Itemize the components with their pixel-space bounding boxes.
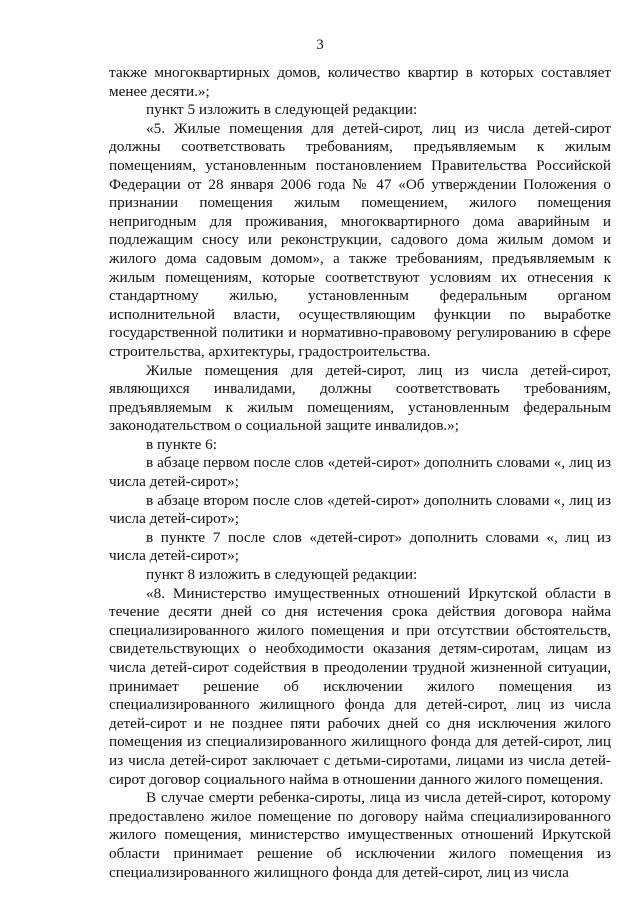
paragraph: пункт 8 изложить в следующей редакции: <box>146 566 418 584</box>
paragraph: в пункте 7 после слов «детей-сирот» дополнить словами «, лиц из числа детей-сирот»; <box>109 528 611 565</box>
paragraph: «5. Жилые помещения для детей-сирот, лиц из числа детей-сирот должны соответствовать требованиям, предъявляемым к жилым помещениям, установленным постановлением Правительства Российской Федерации от 28 января 2006 года № 47 «Об утверждении Положения о признании помещения жилым помещением, жилого помещения непригодным для проживания, многоквартирного дома аварийным и подлежащим сносу или реконструкции, садового дома жилым домом и жилого дома садовым домом», а также требованиям, предъявляемым к жилым помещениям, которые соответствуют условиям их отнесения к стандартному жилью, установленным федеральным органом исполнительной власти, осуществляющим функции по выработке государственной политики и нормативно-правовому регулированию в сфере строительства, архитектуры, градостроительства. <box>109 119 611 360</box>
paragraph: в абзаце втором после слов «детей-сирот» дополнить словами «, лиц из числа детей-сирот»; <box>109 491 611 528</box>
document-body <box>109 64 611 882</box>
paragraph: Жилые помещения для детей-сирот, лиц из числа детей-сирот, являющихся инвалидами, должны соответствовать требованиям, предъявляемым к жилым помещениям, установленным федеральным законодательством о социальной защите инвалидов.»; <box>109 361 611 435</box>
paragraph: в абзаце первом после слов «детей-сирот» дополнить словами «, лиц из числа детей-сирот»; <box>109 454 611 491</box>
page-number: 3 <box>316 37 324 53</box>
paragraph: в пункте 6: <box>146 435 217 453</box>
paragraph: пункт 5 изложить в следующей редакции: <box>146 101 418 119</box>
paragraph: «8. Министерство имущественных отношений Иркутской области в течение десяти дней со дня истечения срока действия договора найма специализированного жилого помещения и при отсутствии обстоятельств, свидетельствующих о необходимости оказания детям-сиротам, лицам из числа детей-сирот содействия в преодолении трудной жизненной ситуации, принимает решение об исключении жилого помещения из специализированного жилищного фонда для детей-сирот, лиц из числа детей-сирот и не позднее пяти рабочих дней со дня исключения жилого помещения из специализированного жилищного фонда для детей-сирот, лиц из числа детей-сирот заключает с детьми-сиротами, лицами из числа детей-сирот договор социального найма в отношении данного жилого помещения. <box>109 584 611 788</box>
paragraph: В случае смерти ребенка-сироты, лица из числа детей-сирот, которому предоставлено жилое помещение по договору найма специализированного жилого помещения, министерство имущественных отношений Иркутской области принимает решение об исключении жилого помещения из специализированного жилищного фонда для детей-сирот, лиц из числа <box>109 789 611 881</box>
paragraph: также многоквартирных домов, количество квартир в которых составляет менее десяти.»; <box>109 64 611 100</box>
